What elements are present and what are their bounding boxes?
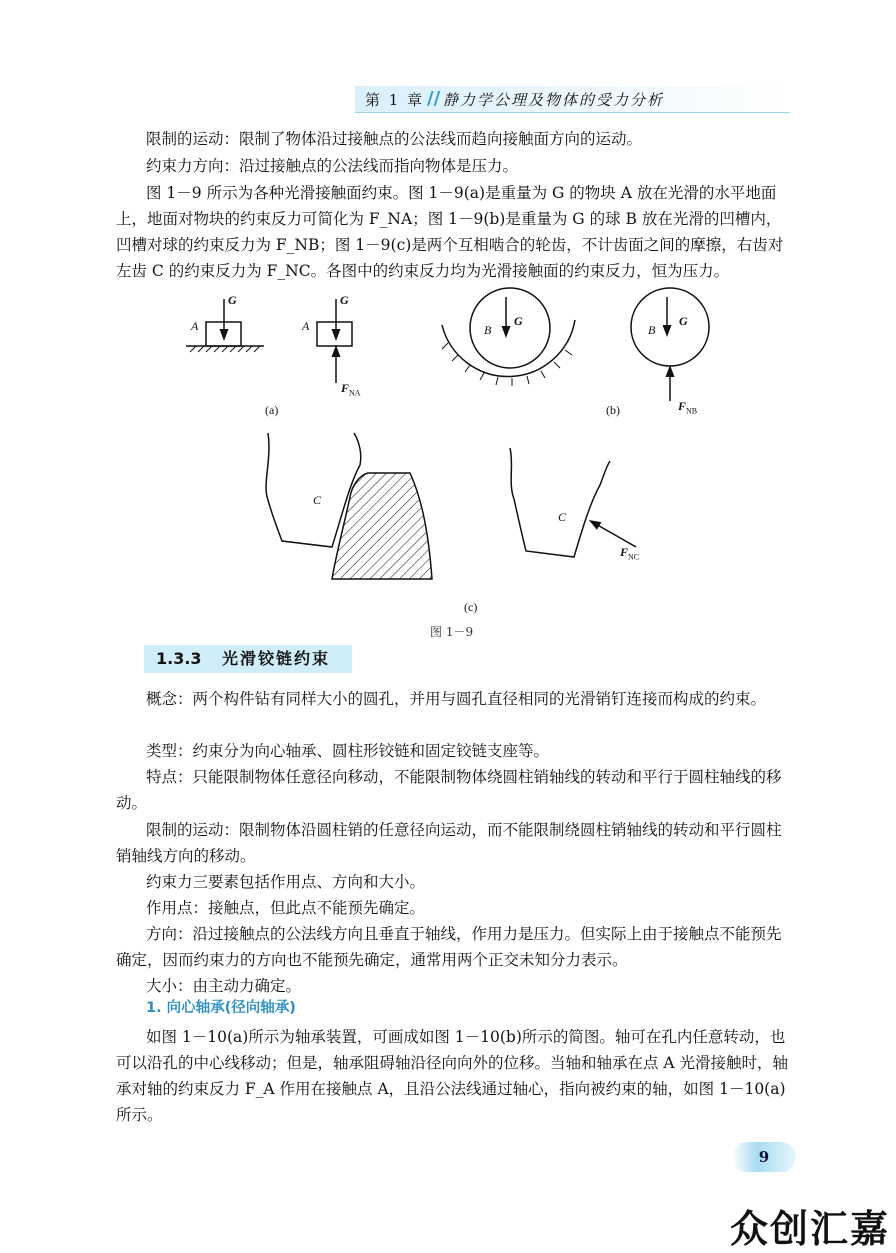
paragraph-features: 特点：只能限制物体任意径向移动，不能限制物体绕圆柱销轴线的转动和平行于圆柱轴线的移动。 <box>116 768 782 812</box>
label-g-b1: G <box>514 314 523 328</box>
diagram-b-ball-in-groove <box>442 288 575 386</box>
header-slash-icon: // <box>427 88 441 109</box>
page-number: 9 <box>732 1142 796 1172</box>
label-g-b2: G <box>679 314 688 328</box>
label-b-1: B <box>484 323 492 337</box>
label-b-2: B <box>648 323 656 337</box>
diagram-c-gear-teeth <box>266 433 432 579</box>
label-c-2: C <box>558 510 567 524</box>
label-fna: $F_{NA}$ <box>341 381 361 398</box>
chapter-title: 静力学公理及物体的受力分析 <box>443 91 665 109</box>
paragraph-force-direction: 约束力方向：沿过接触点的公法线而指向物体是压力。 <box>146 157 519 175</box>
figure-caption: 图 1－9 <box>430 625 474 639</box>
section-heading <box>144 645 352 673</box>
subsection-heading: 1. 向心轴承(径向轴承) <box>146 1000 296 1016</box>
label-fnc: $F_{NC}$ <box>620 545 640 562</box>
section-title: 光滑铰链约束 <box>222 649 331 668</box>
label-g-a2: G <box>340 293 349 307</box>
paragraph-direction: 方向：沿过接触点的公法线方向且垂直于轴线，作用力是压力。但实际上由于接触点不能预先确定，因而约束力的方向也不能预先确定，通常用两个正交未知分力表示。 <box>116 925 782 969</box>
paragraph-restricted-motion-2: 限制的运动：限制物体沿圆柱销的任意径向运动，而不能限制绕圆柱销轴线的转动和平行圆柱销轴线方向的移动。 <box>116 821 782 865</box>
figure-1-9 <box>0 285 896 615</box>
chapter-header <box>355 86 790 113</box>
watermark-logo: 众创汇嘉 <box>729 1207 890 1251</box>
label-subfigure-a: (a) <box>265 403 279 417</box>
label-g-a1: G <box>228 293 237 307</box>
label-subfigure-b: (b) <box>606 403 620 417</box>
chapter-number: 第 1 章 <box>365 91 425 109</box>
paragraph-radial-bearing: 如图 1－10(a)所示为轴承装置，可画成如图 1－10(b)所示的简图。轴可在孔内任意转动，也可以沿孔的中心线移动；但是，轴承阻碍轴沿径向向外的位移。当轴和轴承在点 A 光滑接触时，轴承对轴的约束反力 F_A 作用在接触点 A，且沿公法线通过轴心，指向被约束的轴，如图 1－10(a)所示。 <box>116 1028 789 1124</box>
label-a-2: A <box>302 319 310 333</box>
paragraph-magnitude: 大小：由主动力确定。 <box>146 977 302 995</box>
label-fnb: $F_{NB}$ <box>678 399 698 416</box>
diagram-b-free-body <box>631 288 709 401</box>
paragraph-restricted-motion: 限制的运动：限制了物体沿过接触点的公法线而趋向接触面方向的运动。 <box>146 130 643 148</box>
label-c-1: C <box>313 493 322 507</box>
paragraph-concept: 概念：两个构件钻有同样大小的圆孔，并用与圆孔直径相同的光滑销钉连接而构成的约束。 <box>146 690 767 708</box>
paragraph-figure-description: 图 1－9 所示为各种光滑接触面约束。图 1－9(a)是重量为 G 的物块 A 放在光滑的水平地面上，地面对物块的约束反力可简化为 F_NA；图 1－9(b)是重量为 G 的球 B 放在光滑的凹槽内，凹槽对球的约束反力为 F_NB；图 1－9(c)是两个互相啮合的轮齿，不计齿面之间的摩擦，右齿对左齿 C 的约束反力为 F_NC。各图中的约束反力均为光滑接触面的约束反力，恒为压力。 <box>116 184 784 280</box>
paragraph-action-point: 作用点：接触点，但此点不能预先确定。 <box>146 899 426 917</box>
section-number: 1.3.3 <box>156 649 202 668</box>
diagram-c-free-body <box>510 448 636 557</box>
label-subfigure-c: (c) <box>464 600 478 614</box>
paragraph-three-elements: 约束力三要素包括作用点、方向和大小。 <box>146 873 426 891</box>
paragraph-types: 类型：约束分为向心轴承、圆柱形铰链和固定铰链支座等。 <box>146 742 550 760</box>
label-a-1: A <box>191 319 199 333</box>
diagram-a-free-body <box>317 299 352 383</box>
